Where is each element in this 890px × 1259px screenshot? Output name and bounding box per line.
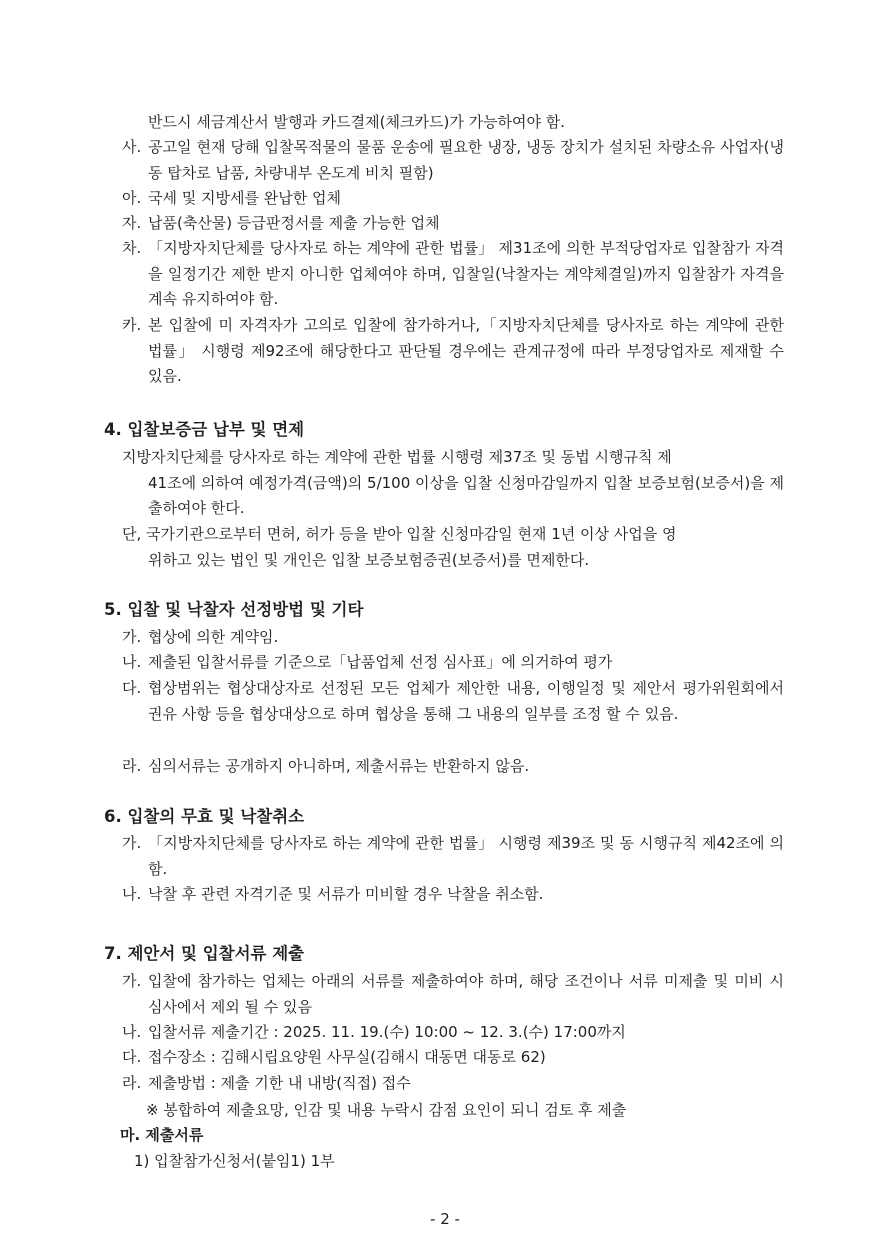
item-text: 낙찰 후 관련 자격기준 및 서류가 미비할 경우 낙찰을 취소함.: [148, 885, 544, 903]
item-label: 나.: [122, 653, 142, 671]
item-text: 제출방법 : 제출 기한 내 내방(직접) 접수: [148, 1074, 411, 1092]
item-label: 자.: [122, 214, 142, 232]
item-text: 협상범위는 협상대상자로 선정된 모든 업체가 제안한 내용, 이행일정 및 제안서 평가위원회에서 권유 사항 등을 협상대상으로 하며 협상을 통해 그 내용의 일부를 조정 할 수 있음.: [148, 679, 784, 723]
section-heading: 4. 입찰보증금 납부 및 면제: [104, 420, 305, 439]
item-label: 가.: [122, 834, 142, 852]
section-heading: 7. 제안서 및 입찰서류 제출: [104, 944, 305, 963]
item-label: 나.: [122, 1023, 142, 1041]
paragraph-continuation: 위하고 있는 법인 및 개인은 입찰 보증보험증권(보증서)를 면제한다.: [148, 550, 590, 569]
list-item: [122, 650, 784, 676]
list-item: [122, 831, 784, 882]
section-heading: 6. 입찰의 무효 및 낙찰취소: [104, 807, 305, 826]
list-item: [122, 211, 784, 237]
item-label: 사.: [122, 138, 142, 156]
list-item: [122, 882, 784, 908]
item-label: 다.: [122, 679, 142, 697]
list-item: [122, 625, 784, 651]
item-text: 협상에 의한 계약임.: [148, 628, 279, 646]
paragraph-first-line: 단, 국가기관으로부터 면허, 허가 등을 받아 입찰 신청마감일 현재 1년 이상 사업을 영: [122, 525, 677, 543]
item-text: 입찰에 참가하는 업체는 아래의 서류를 제출하여야 하며, 해당 조건이나 서류 미제출 및 미비 시 심사에서 제외 될 수 있음: [148, 972, 784, 1016]
list-item: [122, 1020, 784, 1046]
subheading: 마. 제출서류: [120, 1126, 204, 1144]
continuation-text: 반드시 세금계산서 발행과 카드결제(체크카드)가 가능하여야 함.: [148, 113, 566, 131]
paragraph: [122, 445, 784, 522]
item-text: 심의서류는 공개하지 아니하며, 제출서류는 반환하지 않음.: [148, 757, 530, 775]
section-heading: 5. 입찰 및 낙찰자 선정방법 및 기타: [104, 600, 364, 619]
item-label: 가.: [122, 972, 142, 990]
list-item: [122, 754, 784, 780]
item-text: 제출된 입찰서류를 기준으로「납품업체 선정 심사표」에 의거하여 평가: [148, 653, 613, 671]
list-item: [122, 236, 784, 313]
list-item: [122, 1045, 784, 1071]
note-text: ※ 봉합하여 제출요망, 인감 및 내용 누락시 감점 요인이 되니 검토 후 제출: [146, 1101, 627, 1119]
page-number: - 2 -: [430, 1210, 460, 1228]
item-label: 카.: [122, 316, 142, 334]
item-text: 공고일 현재 당해 입찰목적물의 물품 운송에 필요한 냉장, 냉동 장치가 설치된 차량소유 사업자(냉동 탑차로 납품, 차량내부 온도계 비치 필함): [148, 138, 784, 182]
item-text: 「지방자치단체를 당사자로 하는 계약에 관한 법률」 제31조에 의한 부적당업자로 입찰참가 자격을 일정기간 제한 받지 아니한 업체여야 하며, 입찰일(낙찰자는 계약체결일)까지 입찰참가 자격을 계속 유지하여야 함.: [148, 239, 784, 308]
item-label: 아.: [122, 189, 142, 207]
item-label: 가.: [122, 628, 142, 646]
item-text: 「지방자치단체를 당사자로 하는 계약에 관한 법률」 시행령 제39조 및 동 시행규칙 제42조에 의함.: [148, 834, 784, 878]
list-item: [122, 313, 784, 390]
paragraph-first-line: 지방자치단체를 당사자로 하는 계약에 관한 법률 시행령 제37조 및 동법 시행규칙 제: [122, 448, 672, 466]
list-item: [122, 676, 784, 727]
item-text: 입찰서류 제출기간 : 2025. 11. 19.(수) 10:00 ~ 12. 3.(수) 17:00까지: [148, 1023, 626, 1041]
paragraph: [122, 522, 784, 573]
item-label: 나.: [122, 885, 142, 903]
item-text: 국세 및 지방세를 완납한 업체: [148, 189, 341, 207]
list-item: [122, 1071, 784, 1097]
item-label: 다.: [122, 1048, 142, 1066]
item-text: 접수장소 : 김해시립요양원 사무실(김해시 대동면 대동로 62): [148, 1048, 546, 1066]
paragraph-continuation: 41조에 의하여 예정가격(금액)의 5/100 이상을 입찰 신청마감일까지 입찰 보증보험(보증서)을 제출하여야 한다.: [148, 473, 784, 517]
item-label: 차.: [122, 239, 142, 257]
list-item: 1) 입찰참가신청서(붙임1) 1부: [134, 1152, 335, 1170]
list-item: [122, 135, 784, 186]
item-label: 라.: [122, 757, 142, 775]
list-item: [122, 186, 784, 212]
item-text: 납품(축산물) 등급판정서를 제출 가능한 업체: [148, 214, 440, 232]
item-label: 라.: [122, 1074, 142, 1092]
list-item: [122, 969, 784, 1020]
item-text: 본 입찰에 미 자격자가 고의로 입찰에 참가하거나,「지방자치단체를 당사자로 하는 계약에 관한 법률」 시행령 제92조에 해당한다고 판단될 경우에는 관계규정에 따라 부정당업자로 제재할 수 있음.: [148, 316, 784, 385]
